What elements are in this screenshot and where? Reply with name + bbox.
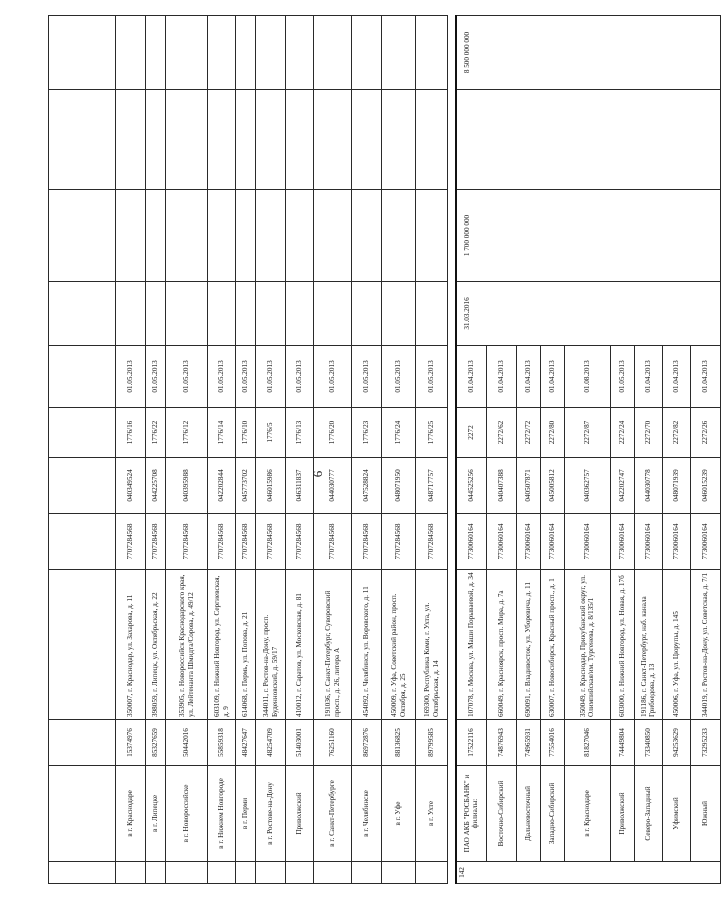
amount-2: 8 500 000 000 [456,16,720,90]
table-row [314,16,352,884]
branch-name: Дальневосточный [516,766,540,862]
address: 169300, Республика Коми, г. Ухта, ул. Октябрьская, д. 14 [416,570,448,720]
date: 01.05.2013 [166,346,208,408]
bik: 040349524 [116,458,146,514]
table-row [416,16,448,884]
inn: 7730060164 [662,514,690,570]
branch-name: в г. Нижнем Новгороде [208,766,236,862]
separator-cell [448,570,457,720]
empty-cell [352,190,382,282]
row-number-cell [146,862,166,884]
row-number-cell [382,862,416,884]
address: 603109, г. Нижний Новгород, ул. Сергиевская, д. 9 [208,570,236,720]
separator-cell [448,346,457,408]
address: 191186, г. Санкт-Петербург, наб. канала Грибоедова, д. 13 [634,570,662,720]
address: 410012, г. Саратов, ул. Московская, д. 81 [286,570,314,720]
date: 01.05.2013 [286,346,314,408]
address: 450009, г. Уфа, Советский район, просп. Октября, д. 25 [382,570,416,720]
empty-cell [416,190,448,282]
date: 01.05.2013 [208,346,236,408]
okpo-code: 50442016 [166,720,208,766]
okpo-code: 48427647 [236,720,256,766]
empty-cell [416,16,448,90]
address: 398059, г. Липецк, ул. Октябрьская, д. 22 [146,570,166,720]
license-number: 1776/16 [116,408,146,458]
inn: 7730060164 [610,514,634,570]
date: 01.05.2013 [382,346,416,408]
empty-cell [236,282,256,346]
branch-name: в г. Липецке [146,766,166,862]
branch-name: Приволжский [286,766,314,862]
empty-cell [382,282,416,346]
okpo-code: 74876943 [486,720,516,766]
bank-row [456,16,486,884]
empty-cell [208,190,236,282]
row-number-cell [116,862,146,884]
license-number: 1776/22 [146,408,166,458]
bik: 046015986 [256,458,286,514]
date: 01.05.2013 [146,346,166,408]
empty-cell [208,16,236,90]
inn: 7707284568 [208,514,236,570]
branch-name: в г. Санкт-Петербурге [314,766,352,862]
okpo-code: 51403001 [286,720,314,766]
inn: 7707284568 [236,514,256,570]
date: 01.05.2013 [416,346,448,408]
row-number-cell [314,862,352,884]
branch-name: Южный [690,766,720,862]
end-date: 31.03.2016 [456,282,720,346]
table-row [286,16,314,884]
separator-cell [448,458,457,514]
bik: 044030778 [634,458,662,514]
branch-name: в г. Ухте [416,766,448,862]
date: 01.05.2013 [610,346,634,408]
inn: 7707284568 [146,514,166,570]
bik: 048071950 [382,458,416,514]
okpo-code: 73340850 [634,720,662,766]
separator-cell [448,766,457,862]
row-number: 142 [456,862,720,884]
license-number: 1776/13 [286,408,314,458]
date: 01.05.2013 [236,346,256,408]
empty-cell [256,282,286,346]
bik: 040407388 [486,458,516,514]
empty-cell [314,16,352,90]
empty-cell [116,190,146,282]
okpo-code: 48254709 [256,720,286,766]
branch-name: в г. Перми [236,766,256,862]
license-number: 2272/72 [516,408,540,458]
inn: 7707284568 [416,514,448,570]
okpo-code: 77554016 [540,720,564,766]
license-number: 2272/82 [662,408,690,458]
bik: 044225708 [146,458,166,514]
inn: 7730060164 [690,514,720,570]
table-row [256,16,286,884]
date: 01.04.2013 [634,346,662,408]
date: 01.04.2013 [540,346,564,408]
address: 660049, г. Красноярск, просп. Мира, д. 7а [486,570,516,720]
empty-cell [314,190,352,282]
separator-cell [448,720,457,766]
date: 01.04.2013 [456,346,486,408]
amount-1: 1 700 000 000 [456,190,720,282]
inn: 7730060164 [516,514,540,570]
okpo-code: 94253629 [662,720,690,766]
row-number-cell [286,862,314,884]
empty-cell [146,190,166,282]
separator-cell [448,90,457,190]
branch-name: Западно-Сибирский [540,766,564,862]
bik: 042202844 [208,458,236,514]
inn: 7707284568 [116,514,146,570]
bik: 045005812 [540,458,564,514]
empty-cell [286,282,314,346]
empty-cell [286,90,314,190]
empty-cell [352,16,382,90]
license-number: 2272/80 [540,408,564,458]
branch-name: в г. Краснодаре [116,766,146,862]
inn: 7730060164 [540,514,564,570]
top-name-cell [49,766,116,862]
address: 353905, г. Новороссийск Краснодарского края, ул. Лейтенанта Шмидта/Сорова, д. 49/12 [166,570,208,720]
address: 450006, г. Уфа, ул. Цюрупы, д. 145 [662,570,690,720]
empty-cell [166,190,208,282]
row-number-cell [352,862,382,884]
license-number: 2272/70 [634,408,662,458]
license-number: 1776/23 [352,408,382,458]
empty-cell [166,282,208,346]
license-number: 1776/5 [256,408,286,458]
bik: 046015239 [690,458,720,514]
empty-cell [314,90,352,190]
okpo-code: 86972876 [352,720,382,766]
bik: 044030777 [314,458,352,514]
empty-cell [116,282,146,346]
date: 01.05.2013 [116,346,146,408]
bank-name: ПАО АКБ "РОСБАНК" и филиалы: [456,766,486,862]
table-row [208,16,236,884]
empty-cell [382,190,416,282]
bik: 040362757 [564,458,610,514]
inn: 7730060164 [456,514,486,570]
okpo-code: 74965931 [516,720,540,766]
license-number: 1776/12 [166,408,208,458]
bik: 048717757 [416,458,448,514]
okpo-code: 15374976 [116,720,146,766]
empty-cell [208,90,236,190]
row-number-cell [236,862,256,884]
separator-cell [448,16,457,90]
rotated-table-wrapper [48,16,709,884]
license-number: 2272/87 [564,408,610,458]
table-row [116,16,146,884]
empty-cell [416,90,448,190]
inn: 7707284568 [314,514,352,570]
address: 344019, г. Ростов-на-Дону, ул. Советская, д. 7/1 [690,570,720,720]
okpo-code: 88136825 [382,720,416,766]
separator-cell [448,862,457,884]
empty-cell [286,190,314,282]
branch-name: Уфимский [662,766,690,862]
table-row [382,16,416,884]
bik: 044525256 [456,458,486,514]
branch-name: в г. Уфе [382,766,416,862]
separator-cell [448,514,457,570]
address: 603000, г. Нижний Новгород, ул. Новая, д. 17б [610,570,634,720]
table-row [352,16,382,884]
inn: 7730060164 [564,514,610,570]
address: 350007, г. Краснодар, ул. Захарова, д. 11 [116,570,146,720]
empty-cell [456,90,720,190]
address: 630007, г. Новосибирск, Красный просп., д. 1 [540,570,564,720]
bik: 040507871 [516,458,540,514]
empty-cell [116,90,146,190]
row-number-cell [256,862,286,884]
inn: 7707284568 [382,514,416,570]
inn: 7730060164 [486,514,516,570]
empty-cell [352,90,382,190]
empty-cell [208,282,236,346]
okpo-code: 55859318 [208,720,236,766]
table-row [146,16,166,884]
okpo-code: 73295233 [690,720,720,766]
date: 01.08.2013 [564,346,610,408]
date: 01.04.2013 [486,346,516,408]
empty-cell [236,190,256,282]
table-row [236,16,256,884]
address: 690091, г. Владивосток, ул. Уборевича, д. 11 [516,570,540,720]
row-number-cell [208,862,236,884]
date: 01.05.2013 [314,346,352,408]
branch-name: в г. Ростове-на-Дону [256,766,286,862]
section-separator [448,16,457,884]
date: 01.05.2013 [352,346,382,408]
okpo-code: 89799585 [416,720,448,766]
license-number: 1776/14 [208,408,236,458]
empty-cell [416,282,448,346]
license-number: 2272/24 [610,408,634,458]
branch-name: в г. Новороссийске [166,766,208,862]
bik: 045773702 [236,458,256,514]
license-number: 2272 [456,408,486,458]
license-number: 2272/62 [486,408,516,458]
empty-cell [256,190,286,282]
okpo-code: 17522116 [456,720,486,766]
bik: 042202747 [610,458,634,514]
date: 01.04.2013 [690,346,720,408]
row-number-cell [416,862,448,884]
address: 614068, г. Пермь, ул. Попова, д. 21 [236,570,256,720]
bik: 046311837 [286,458,314,514]
address: 454092, г. Челябинск, ул. Воровского, д. 11 [352,570,382,720]
address: 344011, г. Ростов-на-Дону, просп. Буденновский, д. 59/17 [256,570,286,720]
separator-cell [448,282,457,346]
page-number: 6 [310,470,325,478]
address: 350049, г. Краснодар, Прикубанский округ, ул. Олимпийская/им. Тургенева, д. 8/135/1 [564,570,610,720]
top-blank-row [49,16,116,884]
address: 191036, г. Санкт-Петербург, Суворовский просп., д. 26, литера А [314,570,352,720]
license-number: 1776/25 [416,408,448,458]
date: 01.04.2013 [516,346,540,408]
license-number: 1776/10 [236,408,256,458]
empty-cell [146,282,166,346]
date: 01.05.2013 [256,346,286,408]
date: 01.04.2013 [662,346,690,408]
empty-cell [382,90,416,190]
bik: 040395988 [166,458,208,514]
inn: 7707284568 [352,514,382,570]
empty-cell [166,90,208,190]
branch-name: Приволжский [610,766,634,862]
bank-table [48,15,721,884]
branch-name: в г. Краснодаре [564,766,610,862]
inn: 7707284568 [166,514,208,570]
separator-cell [448,408,457,458]
empty-cell [314,282,352,346]
bik: 047528824 [352,458,382,514]
branch-name: Восточно-Сибирский [486,766,516,862]
license-number: 2272/26 [690,408,720,458]
empty-cell [352,282,382,346]
address: 107078, г. Москва, ул. Маши Порываевой, д. 34 [456,570,486,720]
empty-cell [146,16,166,90]
empty-cell [256,16,286,90]
empty-cell [236,16,256,90]
branch-name: в г. Челябинске [352,766,382,862]
okpo-code: 81827046 [564,720,610,766]
table-row [166,16,208,884]
okpo-code: 76251160 [314,720,352,766]
separator-cell [448,190,457,282]
license-number: 1776/20 [314,408,352,458]
empty-cell [236,90,256,190]
empty-cell [256,90,286,190]
empty-cell [382,16,416,90]
inn: 7707284568 [256,514,286,570]
inn: 7707284568 [286,514,314,570]
empty-cell [286,16,314,90]
row-number-cell [166,862,208,884]
okpo-code: 74449804 [610,720,634,766]
bik: 048071939 [662,458,690,514]
inn: 7730060164 [634,514,662,570]
okpo-code: 85327659 [146,720,166,766]
empty-cell [166,16,208,90]
empty-cell [146,90,166,190]
license-number: 1776/24 [382,408,416,458]
branch-name: Северо-Западный [634,766,662,862]
empty-cell [116,16,146,90]
